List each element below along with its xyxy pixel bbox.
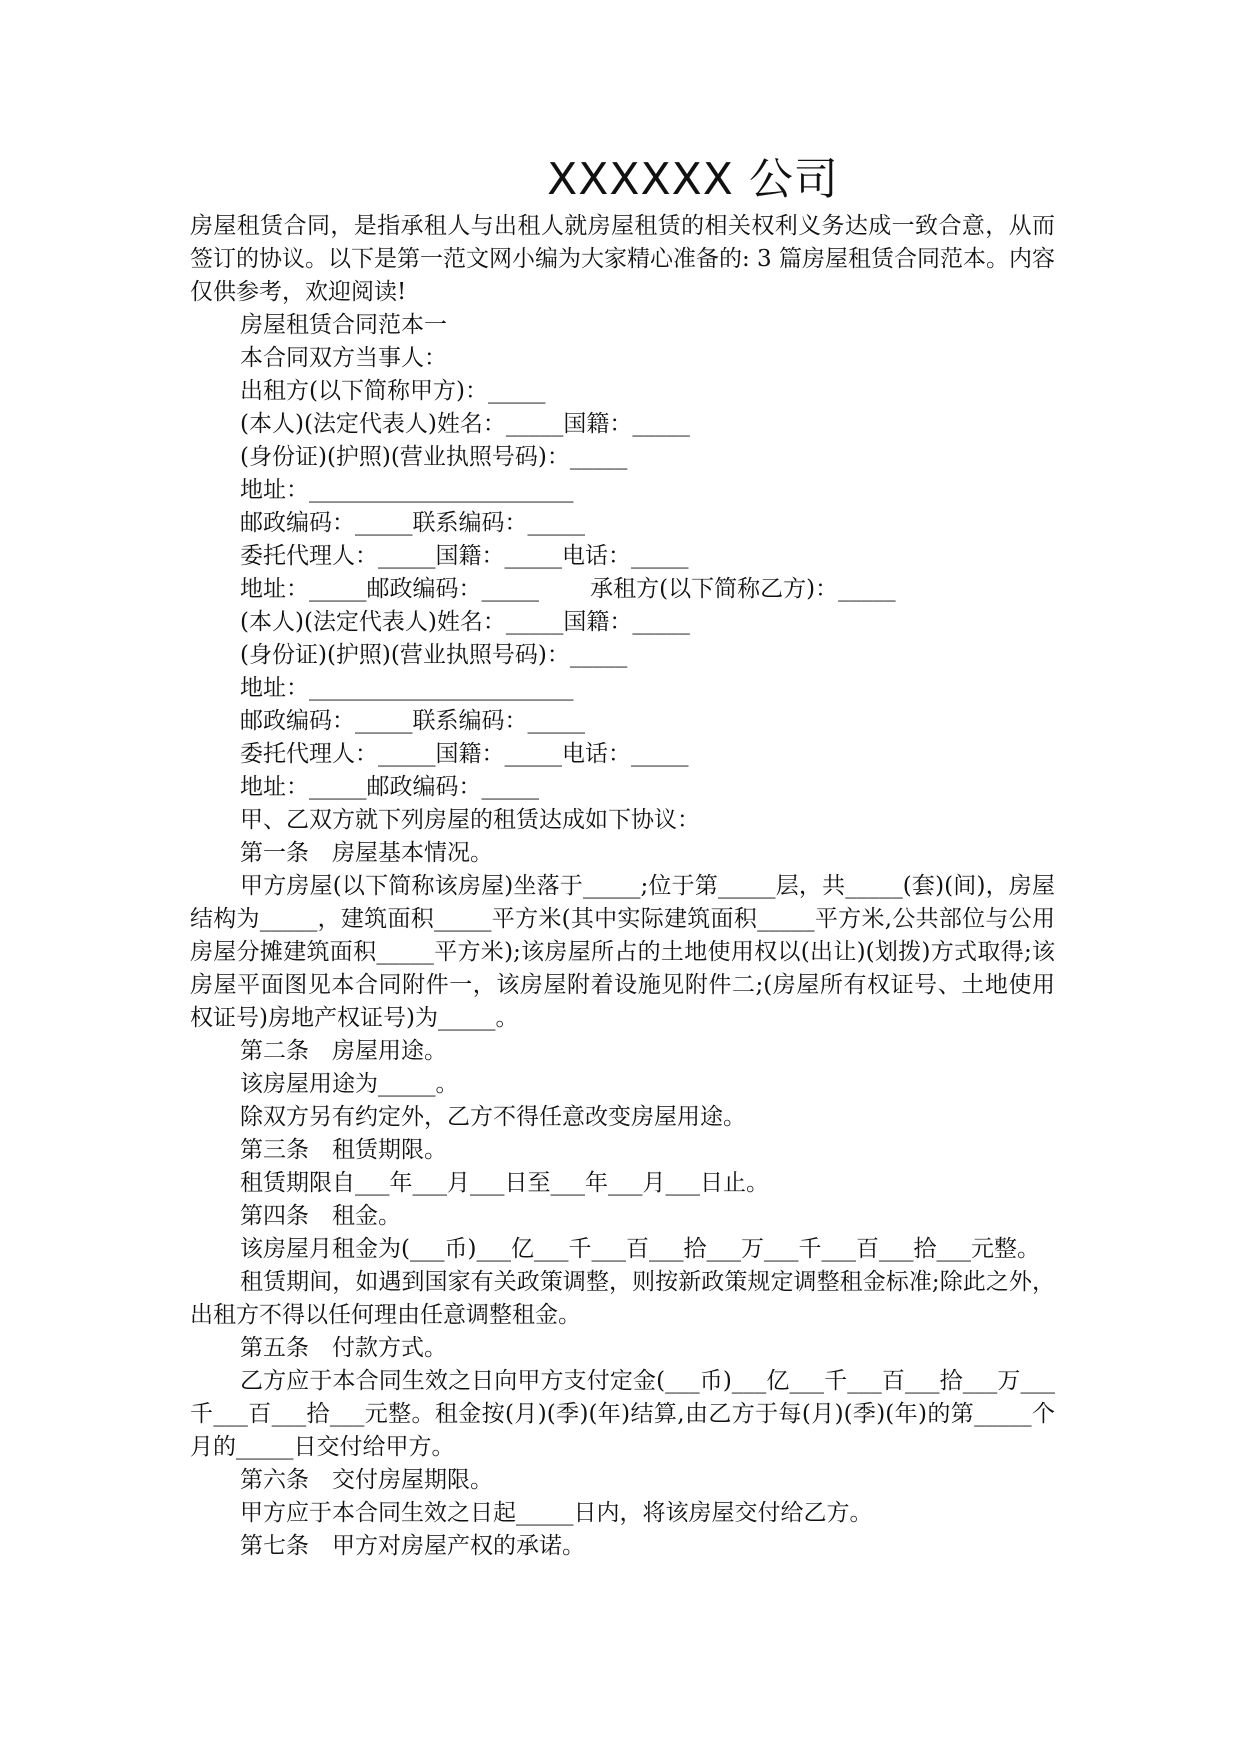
article1-paragraph: 甲方房屋(以下简称该房屋)坐落于_____;位于第_____层，共_____(套)(间)，房屋结构为_____，建筑面积_____平方米(其中实际建筑面积_____平方米,公共部位与公用房屋分摊建筑面积_____平方米);该房屋所占的土地使用权以(出让)(划拨)方式取得;该房屋平面图见本合同附件一，该房屋附着设施见附件二;(房屋所有权证号、土地使用权证号)房地产权证号)为_____。 (190, 873, 1055, 1031)
text-line: 委托代理人：_____国籍：_____电话：_____ (240, 543, 689, 569)
payment-paragraph: 乙方应于本合同生效之日向甲方支付定金(___币)___亿___千___百___拾___万___千___百___拾___元整。租金按(月)(季)(年)结算,由乙方于每(月)(季)(年)的第_____个月的_____日交付给甲方。 (190, 1368, 1055, 1460)
text-line: 房屋租赁合同范本一 (240, 312, 447, 338)
article-heading: 第一条 房屋基本情况。 (240, 840, 493, 866)
text-line: (本人)(法定代表人)姓名：_____国籍：_____ (240, 609, 690, 635)
text-line: 出租方(以下简称甲方)：_____ (240, 378, 546, 404)
text-line: 地址：_______________________ (240, 477, 574, 503)
article-heading: 第七条 甲方对房屋产权的承诺。 (240, 1533, 585, 1559)
text-line: 地址：_______________________ (240, 675, 574, 701)
article-heading: 第三条 租赁期限。 (240, 1137, 447, 1163)
article-heading: 第二条 房屋用途。 (240, 1038, 447, 1064)
intro-paragraph: 房屋租赁合同，是指承租人与出租人就房屋租赁的相关权利义务达成一致合意，从而签订的协议。以下是第一范文网小编为大家精心准备的: 3 篇房屋租赁合同范本。内容仅供参考，欢迎阅读! (190, 213, 1056, 305)
text-line: 地址：_____邮政编码：_____ 承租方(以下简称乙方)：_____ (240, 576, 896, 602)
text-line: 本合同双方当事人： (240, 345, 447, 371)
article-heading: 第四条 租金。 (240, 1203, 401, 1229)
text-line: 邮政编码：_____联系编码：_____ (240, 708, 585, 734)
text-line: (身份证)(护照)(营业执照号码)：_____ (240, 444, 628, 470)
rent-adjust-paragraph: 租赁期间，如遇到国家有关政策调整，则按新政策规定调整租金标准;除此之外，出租方不得以任何理由任意调整租金。 (190, 1269, 1055, 1328)
article-heading: 第五条 付款方式。 (240, 1335, 447, 1361)
text-line: (身份证)(护照)(营业执照号码)：_____ (240, 642, 628, 668)
text-line: 除双方另有约定外，乙方不得任意改变房屋用途。 (240, 1104, 746, 1130)
text-line: 租赁期限自___年___月___日至___年___月___日止。 (240, 1170, 769, 1196)
text-line: 该房屋用途为_____。 (240, 1071, 459, 1097)
text-line: 委托代理人：_____国籍：_____电话：_____ (240, 741, 689, 767)
text-line: 甲、乙双方就下列房屋的租赁达成如下协议： (240, 807, 700, 833)
document-body (190, 210, 1055, 1563)
document-title: XXXXXX 公司 (547, 154, 839, 205)
text-line: 地址：_____邮政编码：_____ (240, 774, 539, 800)
rent-paragraph: 该房屋月租金为(___币)___亿___千___百___拾___万___千___百___拾___元整。 (240, 1236, 1040, 1262)
article-heading: 第六条 交付房屋期限。 (240, 1467, 493, 1493)
text-line: (本人)(法定代表人)姓名：_____国籍：_____ (240, 411, 690, 437)
text-line: 甲方应于本合同生效之日起_____日内，将该房屋交付给乙方。 (240, 1500, 873, 1526)
text-line: 邮政编码：_____联系编码：_____ (240, 510, 585, 536)
